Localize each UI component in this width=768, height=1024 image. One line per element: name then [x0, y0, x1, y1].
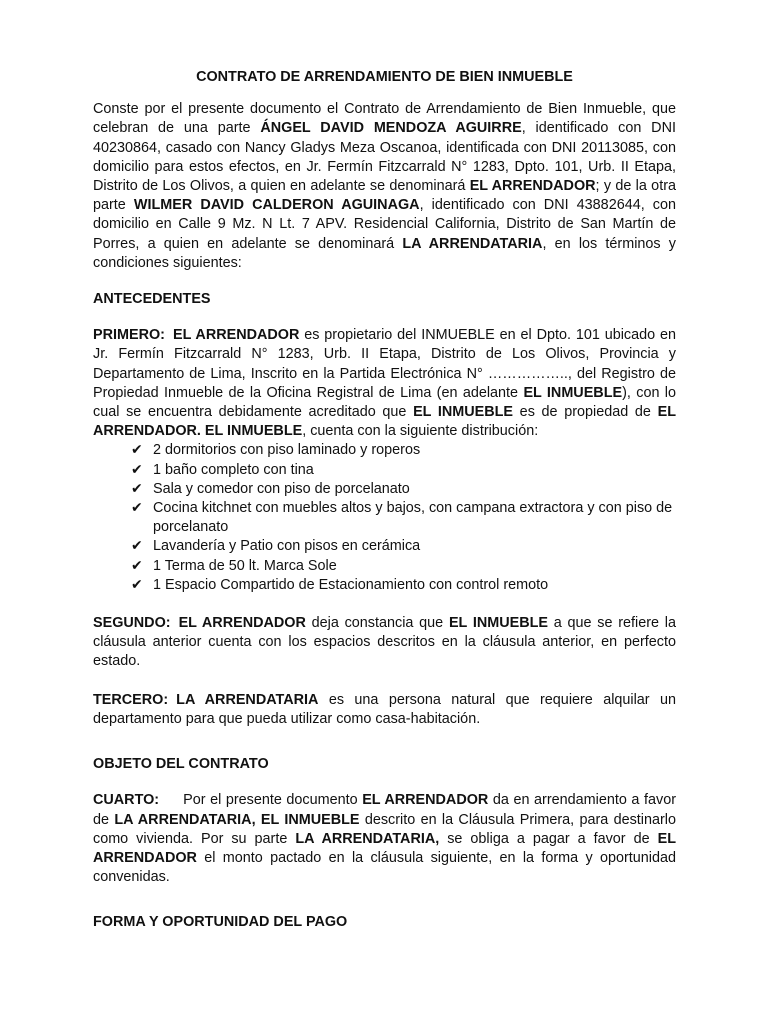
list-item-text: 2 dormitorios con piso laminado y roperos: [153, 442, 421, 459]
clause-text: es de propiedad de: [513, 404, 658, 421]
list-item: [131, 576, 676, 595]
clause-text: a que se refiere la cláusula anterior cuenta con los espacios descritos en la cláusula anterior, en perfecto estado.: [93, 615, 676, 670]
arrendador-name: ÁNGEL DAVID MENDOZA AGUIRRE: [260, 120, 522, 137]
intro-text: , identificado con DNI 43882644, con domicilio en Calle 9 Mz. N Lt. 7 APV. Residencial California, Distrito de San Martín de Porres, a quien en adelante se denominará: [93, 197, 676, 252]
clause-segundo: [93, 614, 676, 672]
clause-text: es propietario del INMUEBLE en el Dpto. 101 ubicado en Jr. Fermín Fitzcarrald N° 1283, Urb. II Etapa, Distrito de Los Olivos, Provincia y Departamento de Lima, Inscrito en la Partida Electrónica N° …………….., del Registro de Propiedad Inmueble de la Oficina Registral de Lima (en adelante: [93, 327, 676, 401]
section-heading-antecedentes: ANTECEDENTES: [93, 291, 211, 308]
check-icon: ✔: [131, 442, 143, 459]
intro-text: , identificado con DNI 40230864, casado con Nancy Gladys Meza Oscanoa, identificada con DNI 20113085, con domicilio para estos efectos, en Jr. Fermín Fitzcarrald N° 1283, Dpto. 101, Urb. II Etapa, Distrito de Los Olivos, a quien en adelante se denominará: [93, 120, 676, 195]
clause-cuarto: [93, 791, 676, 887]
clause-tercero: [93, 691, 676, 729]
check-icon: ✔: [131, 500, 143, 517]
clause-text: se obliga a pagar a favor de: [439, 830, 658, 847]
bold-term: LA ARRENDATARIA,: [295, 830, 440, 847]
list-item: [131, 499, 676, 537]
check-icon: ✔: [131, 576, 143, 593]
bold-term: EL INMUEBLE: [413, 404, 514, 421]
list-item: [131, 557, 676, 576]
check-icon: ✔: [131, 480, 143, 497]
check-icon: ✔: [131, 557, 143, 574]
check-icon: ✔: [131, 461, 143, 478]
list-item-text: Lavandería y Patio con pisos en cerámica: [153, 538, 421, 555]
bold-term: EL INMUEBLE: [523, 384, 623, 401]
list-item: [131, 537, 676, 556]
document-title: CONTRATO DE ARRENDAMIENTO DE BIEN INMUEBLE: [196, 69, 573, 85]
list-item: [131, 480, 676, 499]
clause-label: PRIMERO:: [93, 327, 165, 344]
intro-text: , en los términos y condiciones siguientes:: [93, 235, 676, 271]
bold-term: EL ARRENDADOR: [172, 327, 300, 344]
clause-label: CUARTO:: [93, 792, 160, 809]
bold-term: EL ARRENDADOR: [362, 792, 489, 809]
bold-term: EL INMUEBLE: [448, 615, 548, 632]
bold-term: EL ARRENDADOR: [178, 615, 306, 632]
distribution-list: [93, 441, 676, 595]
bold-term: LA ARRENDATARIA, EL INMUEBLE: [114, 811, 360, 828]
intro-text: Conste por el presente documento el Contrato de Arrendamiento de Bien Inmueble, que celebran de una parte: [93, 101, 676, 137]
clause-text: descrito en la Cláusula Primera, para destinarlo como vivienda. Por su parte: [93, 811, 676, 847]
list-item-text: Sala y comedor con piso de porcelanato: [153, 480, 410, 497]
clause-text: el monto pactado en la cláusula siguiente, en la forma y oportunidad convenidas.: [93, 849, 676, 886]
clause-text: es una persona natural que requiere alquilar un departamento para que pueda utilizar como casa-habitación.: [93, 691, 676, 727]
bold-term: LA ARRENDATARIA: [176, 691, 319, 708]
clause-label: SEGUNDO:: [93, 615, 171, 632]
check-icon: ✔: [131, 538, 143, 555]
clause-text: da en arrendamiento a favor de: [93, 792, 676, 828]
section-heading-forma-pago: FORMA Y OPORTUNIDAD DEL PAGO: [93, 914, 348, 931]
clause-text: , cuenta con la siguiente distribución:: [302, 423, 539, 440]
arrendataria-name: WILMER DAVID CALDERON AGUINAGA: [133, 197, 420, 214]
list-item: [131, 461, 676, 480]
section-heading-objeto: OBJETO DEL CONTRATO: [93, 756, 269, 773]
bold-term: EL ARRENDADOR: [93, 830, 676, 866]
clause-label: TERCERO:: [93, 691, 169, 708]
arrendataria-term: LA ARRENDATARIA: [402, 235, 543, 252]
clause-text: deja constancia que: [305, 615, 449, 632]
list-item-text: 1 baño completo con tina: [153, 461, 314, 478]
list-item: [131, 441, 676, 460]
arrendador-term: EL ARRENDADOR: [469, 178, 596, 195]
clause-text: ), con lo cual se encuentra debidamente acreditado que: [93, 384, 677, 421]
list-item-text: 1 Espacio Compartido de Estacionamiento con control remoto: [153, 576, 549, 593]
intro-paragraph: [93, 100, 676, 273]
list-item-text: 1 Terma de 50 lt. Marca Sole: [153, 557, 337, 574]
clause-text: Por el presente documento: [183, 792, 363, 809]
intro-text: ; y de la otra parte: [93, 178, 676, 214]
list-item-text: Cocina kitchnet con muebles altos y bajos, con campana extractora y con piso de porcelanato: [153, 500, 673, 536]
bold-term: EL ARRENDADOR. EL INMUEBLE: [93, 404, 676, 440]
clause-primero: [93, 326, 676, 441]
